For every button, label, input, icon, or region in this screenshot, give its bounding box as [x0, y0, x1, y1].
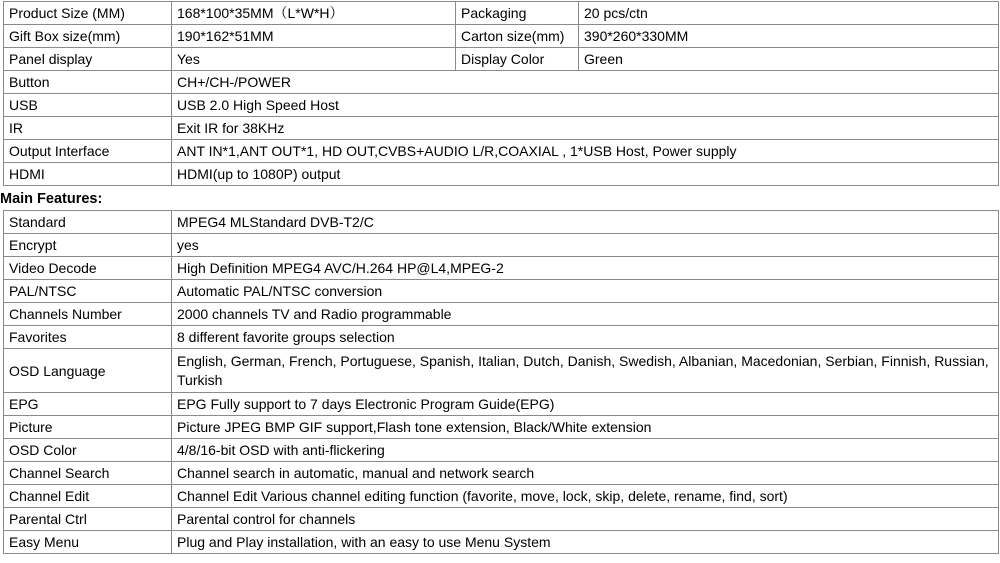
- table-row: [4, 303, 999, 326]
- table-row: [4, 94, 999, 117]
- feature-label: OSD Color: [4, 439, 172, 462]
- feature-label: Picture: [4, 416, 172, 439]
- feature-value: 4/8/16-bit OSD with anti-flickering: [172, 439, 999, 462]
- table-row: [4, 508, 999, 531]
- table-row: [4, 211, 999, 234]
- feature-label: Easy Menu: [4, 531, 172, 554]
- spec-label: Product Size (MM): [4, 2, 172, 25]
- table-row: [4, 2, 999, 25]
- spec-value: 20 pcs/ctn: [579, 2, 999, 25]
- table-row: [4, 531, 999, 554]
- table-row: [4, 439, 999, 462]
- table-row: [4, 257, 999, 280]
- feature-label: Video Decode: [4, 257, 172, 280]
- table-row: [4, 25, 999, 48]
- feature-value: 2000 channels TV and Radio programmable: [172, 303, 999, 326]
- feature-label: Parental Ctrl: [4, 508, 172, 531]
- spec-value: ANT IN*1,ANT OUT*1, HD OUT,CVBS+AUDIO L/R,COAXIAL , 1*USB Host, Power supply: [172, 140, 999, 163]
- feature-value: 8 different favorite groups selection: [172, 326, 999, 349]
- feature-label: PAL/NTSC: [4, 280, 172, 303]
- section-heading: Main Features:: [0, 191, 103, 207]
- table-row: [4, 485, 999, 508]
- spec-value: CH+/CH-/POWER: [172, 71, 999, 94]
- spec-table: [3, 1, 999, 186]
- feature-label: Channel Edit: [4, 485, 172, 508]
- feature-value: MPEG4 MLStandard DVB-T2/C: [172, 211, 999, 234]
- table-row: [4, 71, 999, 94]
- feature-label: Encrypt: [4, 234, 172, 257]
- spec-label: Output Interface: [4, 140, 172, 163]
- spec-value: Exit IR for 38KHz: [172, 117, 999, 140]
- features-table: [3, 210, 999, 554]
- spec-value: HDMI(up to 1080P) output: [172, 163, 999, 186]
- feature-label: Channels Number: [4, 303, 172, 326]
- spec-label: USB: [4, 94, 172, 117]
- table-row: [4, 349, 999, 393]
- table-row: [4, 117, 999, 140]
- spec-label: Button: [4, 71, 172, 94]
- feature-label: EPG: [4, 393, 172, 416]
- spec-label: Panel display: [4, 48, 172, 71]
- feature-label: Favorites: [4, 326, 172, 349]
- feature-value: yes: [172, 234, 999, 257]
- spec-label: Gift Box size(mm): [4, 25, 172, 48]
- feature-value: High Definition MPEG4 AVC/H.264 HP@L4,MPEG-2: [172, 257, 999, 280]
- spec-value: USB 2.0 High Speed Host: [172, 94, 999, 117]
- feature-label: Channel Search: [4, 462, 172, 485]
- spec-label: Packaging: [456, 2, 579, 25]
- table-row: [4, 326, 999, 349]
- table-row: [4, 280, 999, 303]
- table-row: [4, 393, 999, 416]
- feature-value: EPG Fully support to 7 days Electronic Program Guide(EPG): [172, 393, 999, 416]
- table-row: [4, 48, 999, 71]
- feature-value: Channel search in automatic, manual and network search: [172, 462, 999, 485]
- spec-label: HDMI: [4, 163, 172, 186]
- table-row: [4, 234, 999, 257]
- spec-value: 168*100*35MM（L*W*H）: [172, 2, 456, 25]
- spec-label: IR: [4, 117, 172, 140]
- feature-label: Standard: [4, 211, 172, 234]
- feature-value: Picture JPEG BMP GIF support,Flash tone extension, Black/White extension: [172, 416, 999, 439]
- table-row: [4, 163, 999, 186]
- spec-value: Green: [579, 48, 999, 71]
- spec-value: Yes: [172, 48, 456, 71]
- spec-value: 190*162*51MM: [172, 25, 456, 48]
- feature-value: Automatic PAL/NTSC conversion: [172, 280, 999, 303]
- feature-value: Parental control for channels: [172, 508, 999, 531]
- table-row: [4, 140, 999, 163]
- feature-value: Plug and Play installation, with an easy to use Menu System: [172, 531, 999, 554]
- feature-label: OSD Language: [4, 349, 172, 393]
- spec-label: Display Color: [456, 48, 579, 71]
- table-row: [4, 416, 999, 439]
- spec-label: Carton size(mm): [456, 25, 579, 48]
- spec-value: 390*260*330MM: [579, 25, 999, 48]
- table-row: [4, 462, 999, 485]
- feature-value: Channel Edit Various channel editing function (favorite, move, lock, skip, delete, rename, find, sort): [172, 485, 999, 508]
- feature-value: English, German, French, Portuguese, Spanish, Italian, Dutch, Danish, Swedish, Albanian, Macedonian, Serbian, Finnish, Russian, Turkish: [172, 349, 999, 393]
